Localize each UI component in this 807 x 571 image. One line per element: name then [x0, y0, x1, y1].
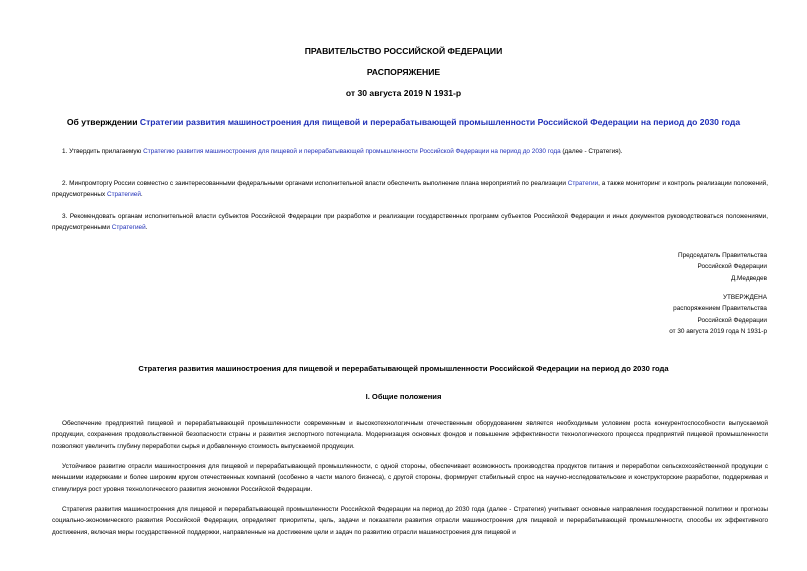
signature-block — [678, 250, 767, 284]
item-1-text-b: (далее - Стратегия). — [560, 148, 623, 155]
approval-country: Российской Федерации — [697, 316, 767, 324]
strategy-paragraph-1-text: Обеспечение предприятий пищевой и перерабатывающей промышленности современным и высокотехнологичным отечественным оборудованием является необходимым условием роста конкурентоспособности выпускаемой продукции, сохранения продовольственной безопасности страны и развития экспортного потенциала. Модернизация основных фондов и повышение эффективности технологического процесса предприятий пищевой промышленности позволяют увеличить глубину переработки сырья и добавленную стоимость выпускаемой продукции. — [52, 420, 768, 450]
item-2-text-a: 2. Минпромторгу России совместно с заинтересованными федеральными органами исполнительной власти обеспечить выполнение плана мероприятий по реализации — [62, 180, 568, 187]
approval-label: УТВЕРЖДЕНА — [722, 294, 767, 301]
section-heading: I. Общие положения — [365, 392, 442, 401]
signature-name: Д.Медведев — [730, 274, 767, 282]
approval-block — [669, 292, 767, 337]
strategy-paragraph-1 — [52, 418, 768, 452]
item-2-strategy-link[interactable]: Стратегии — [567, 180, 599, 187]
item-3-text-b: . — [145, 224, 148, 232]
item-3-strategy-link[interactable]: Стратегией — [111, 224, 146, 232]
government-heading: ПРАВИТЕЛЬСТВО РОССИЙСКОЙ ФЕДЕРАЦИИ — [304, 46, 503, 56]
document-title — [0, 117, 807, 127]
item-3-text-a: 3. Рекомендовать органам исполнительной власти субъектов Российской Федерации при разработке и реализации государственных программ субъектов Российской Федерации и иных документов руководствоваться положениями, предусмотренными — [52, 213, 768, 232]
strategy-title-link[interactable]: Стратегии развития машиностроения для пищевой и перерабатывающей промышленности Российской Федерации на период до 2030 года — [139, 117, 741, 127]
document-type-heading: РАСПОРЯЖЕНИЕ — [366, 67, 441, 77]
document-date-number: от 30 августа 2019 N 1931-р — [345, 88, 462, 98]
strategy-paragraph-2 — [52, 461, 768, 495]
strategy-paragraph-2-text: Устойчивое развитие отрасли машиностроения для пищевой и перерабатывающей промышленности, с одной стороны, обеспечивает возможность производства продуктов питания и переработки сельскохозяйственной продукции с меньшими издержками и более широким кругом отечественных компаний (особенно в части малого бизнеса), с другой стороны, формирует стабильный спрос на научно-исследовательские и конструкторские разработки, поддерживая и стимулируя рост уровня технологического развития экономики Российской Федерации. — [52, 463, 768, 493]
item-1-strategy-link[interactable]: Стратегию развития машиностроения для пищевой и перерабатывающей промышленности Российской Федерации на период до 2030 года — [143, 148, 561, 155]
strategy-title: Стратегия развития машиностроения для пищевой и перерабатывающей промышленности Российской Федерации на период до 2030 года — [138, 364, 669, 373]
item-3 — [52, 211, 768, 234]
strategy-paragraph-3-text: Стратегия развития машиностроения для пищевой и перерабатывающей промышленности Российской Федерации на период до 2030 года (далее - Стратегия) учитывает основные направления государственной политики и прогнозы социально-экономического развития Российской Федерации, определяет приоритеты, цель, задачи и показатели развития отрасли машиностроения для пищевой и перерабатывающей промышленности, способы их эффективного достижения, включая меры государственной поддержки, направленные на достижение цели и задач по развитию отрасли машиностроения для пищевой и — [52, 506, 768, 536]
item-2-text-c: . — [140, 191, 143, 199]
strategy-paragraph-3 — [52, 504, 768, 538]
item-2 — [52, 178, 768, 201]
item-1 — [52, 146, 768, 157]
item-2-strategy-link-2[interactable]: Стратегией — [106, 191, 141, 199]
signature-position: Председатель Правительства — [678, 252, 767, 259]
signature-country: Российской Федерации — [697, 263, 767, 271]
approval-by: распоряжением Правительства — [673, 305, 767, 313]
item-2-text-b: , а также мониторинг и контроль реализации положений, предусмотренных — [52, 180, 768, 199]
document-title-prefix: Об утверждении — [66, 117, 140, 127]
approval-date: от 30 августа 2019 года N 1931-р — [669, 327, 767, 335]
item-1-text-a: 1. Утвердить прилагаемую — [62, 148, 144, 155]
